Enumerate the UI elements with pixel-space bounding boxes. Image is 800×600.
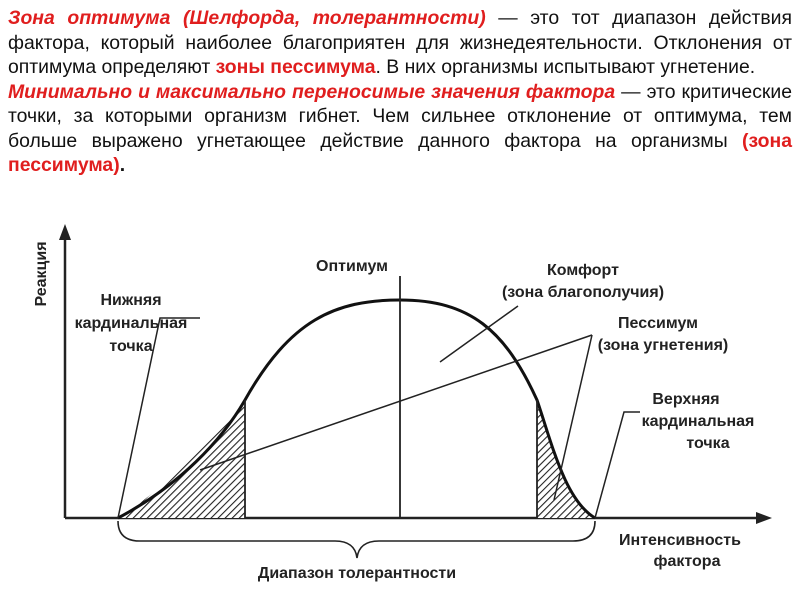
upper-point-leader xyxy=(595,412,640,518)
critical-definition: — это критические точки, за которыми организм гибнет. Чем сильнее отклонение от оптимума, тем больше выражено угнетающее действие данного фактора на организмы xyxy=(8,80,792,152)
optimum-definition: — это тот диапазон действия фактора, который наиболее благоприятен для жизнедеятельности. Отклонения от оптимума определяют xyxy=(8,7,793,78)
x-axis-label-line1: Интенсивность xyxy=(619,532,741,549)
x-axis-label-line2: фактора xyxy=(653,553,721,570)
pessimum-leader-left xyxy=(200,335,592,470)
term-pessimum-zone: (зона пессимума) xyxy=(8,129,792,176)
pessimum-label-line2: (зона угнетения) xyxy=(597,337,729,354)
upper-point-label-line1: Верхняя xyxy=(652,391,720,408)
optimum-label: Оптимум xyxy=(316,258,388,275)
pessimum-label-line1: Пессимум xyxy=(618,315,698,332)
left-pessimum-region xyxy=(118,400,245,518)
lower-point-label-line2: кардинальная xyxy=(74,315,188,332)
upper-point-label-line3: точка xyxy=(686,435,730,452)
term-critical-values: Минимально и максимально переносимые значения фактора xyxy=(8,80,616,103)
y-axis-arrow xyxy=(59,224,71,240)
x-axis-arrow xyxy=(756,512,772,524)
lower-point-label-line3: точка xyxy=(109,338,153,355)
lower-point-label-line1: Нижняя xyxy=(100,292,162,309)
comfort-leader xyxy=(440,306,518,362)
comfort-label-line2: (зона благополучия) xyxy=(501,284,665,301)
pessimum-leader-right xyxy=(554,335,592,500)
upper-point-label-line2: кардинальная xyxy=(641,413,755,430)
tolerance-range-label: Диапазон толерантности xyxy=(257,565,457,582)
right-pessimum-region xyxy=(537,400,595,518)
paragraph-end: . xyxy=(119,154,126,176)
y-axis-label: Реакция xyxy=(33,241,50,307)
comfort-label-line1: Комфорт xyxy=(547,262,619,279)
tolerance-range-brace xyxy=(118,521,595,558)
pessimum-note: . В них организмы испытывают угнетение. xyxy=(375,56,756,78)
term-pessimum-zones: зоны пессимума xyxy=(215,56,376,78)
term-optimum-zone: Зона оптимума (Шелфорда, толерантности) xyxy=(8,7,486,29)
